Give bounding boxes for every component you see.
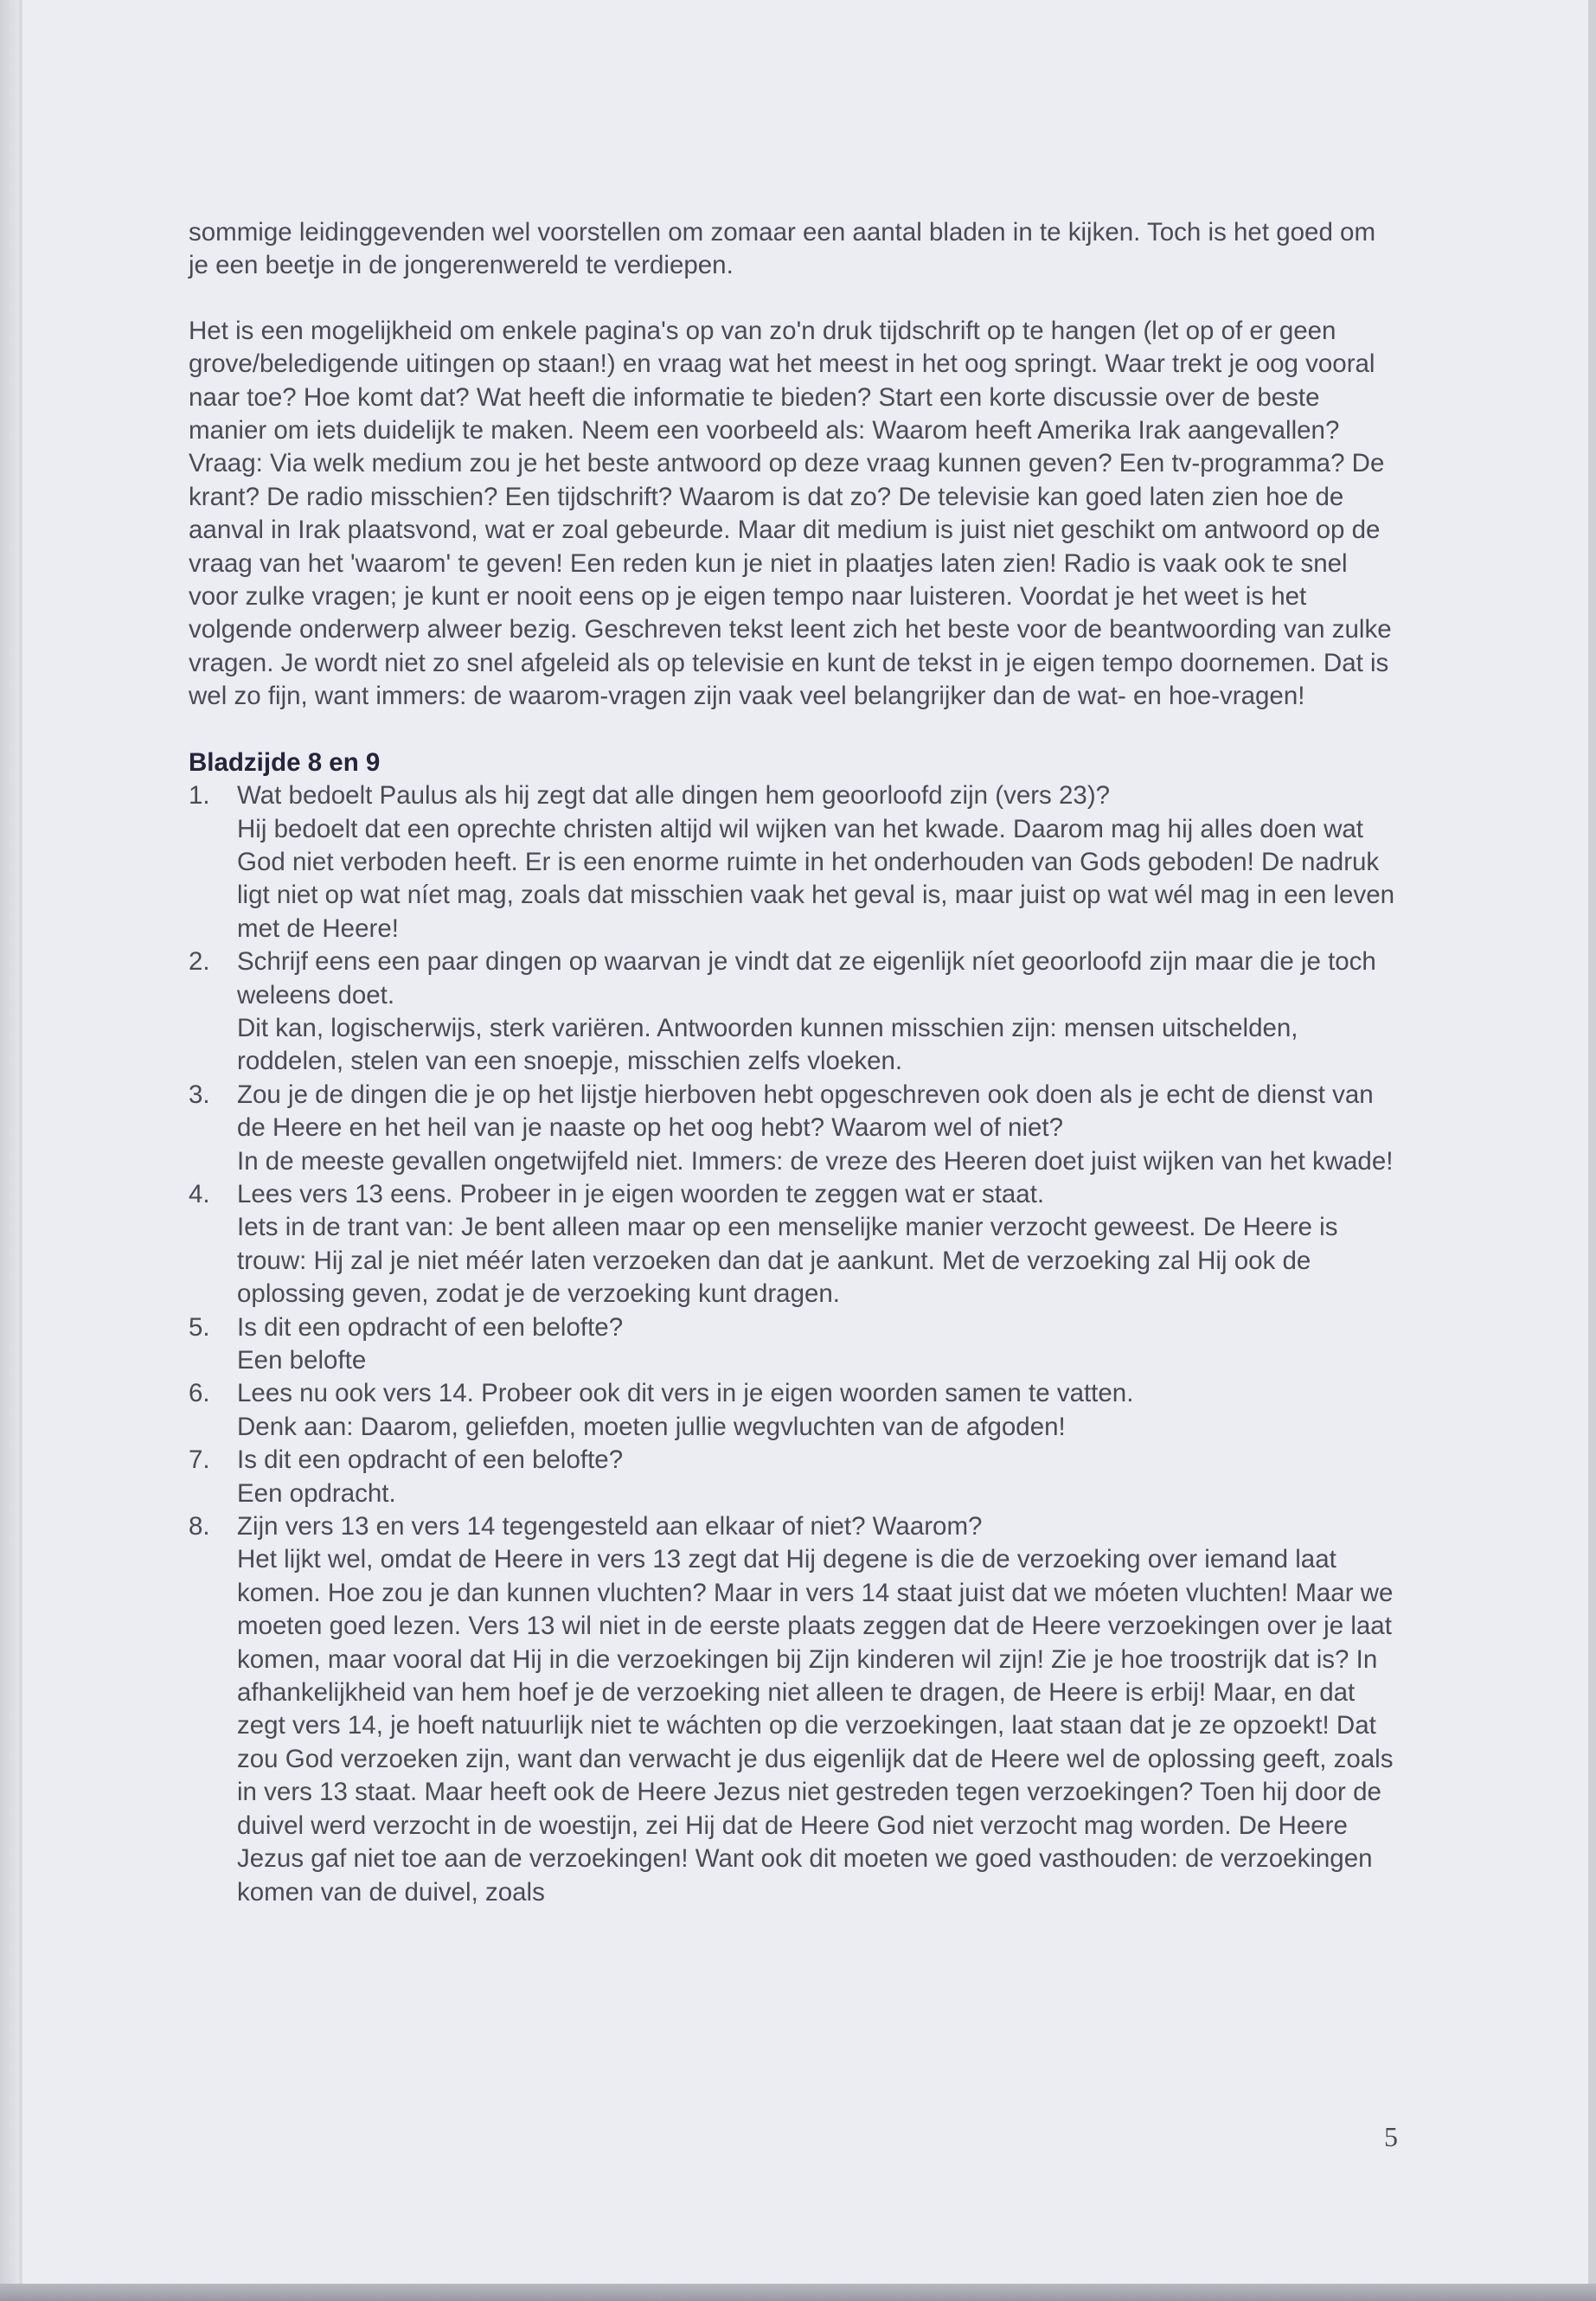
question-number: 6. [189, 1379, 210, 1408]
answer-text: Iets in de trant van: Je bent alleen maar op een menselijke manier verzocht geweest. De Heere is trouw: Hij zal je niet méér laten verzoeken dan dat je aankunt. Met de verzoeking zal Hij ook de oplossing geven, zodat je de verzoeking kunt dragen. [237, 1213, 1338, 1309]
question-item-7 [189, 1444, 1400, 1510]
question-item-1 [189, 779, 1400, 945]
intro-paragraph-1: sommige leidinggevenden wel voorstellen om zomaar een aantal bladen in te kijken. Toch is het goed om je een beetje in de jongerenwereld te verdiepen. [189, 218, 1376, 280]
question-number: 1. [189, 781, 210, 811]
question-number: 5. [189, 1312, 210, 1342]
page-number: 5 [1384, 2121, 1398, 2152]
question-text: Lees nu ook vers 14. Probeer ook dit vers in je eigen woorden samen te vatten. [237, 1379, 1134, 1408]
intro-paragraph-2: Het is een mogelijkheid om enkele pagina's op van zo'n druk tijdschrift op te hangen (let op of er geen grove/beledigende uitingen op staan!) en vraag wat het meest in het oog springt. Waar trekt je oog vooral naar toe? Hoe komt dat? Wat heeft die informatie te bieden? Start een korte discussie over de beste manier om iets duidelijk te maken. Neem een voorbeeld als: Waarom heeft Amerika Irak aangevallen? Vraag: Via welk medium zou je het beste antwoord op deze vraag kunnen geven? Een tv-programma? De krant? De radio misschien? Een tijdschrift? Waarom is dat zo? De televisie kan goed laten zien hoe de aanval in Irak plaatsvond, wat er zoal gebeurde. Maar dit medium is juist niet geschikt om antwoord op de vraag van het 'waarom' te geven! Een reden kun je niet in plaatjes laten zien! Radio is vaak ook te snel voor zulke vragen; je kunt er nooit eens op je eigen tempo naar luisteren. Voordat je het weet is het volgende onderwerp alweer bezig. Geschreven tekst leent zich het beste voor de beantwoording van zulke vragen. Je wordt niet zo snel afgeleid als op televisie en kunt de tekst in je eigen tempo doornemen. Dat is wel zo fijn, want immers: de waarom-vragen zijn vaak veel belangrijker dan de wat- en hoe-vragen! [189, 316, 1392, 711]
question-item-6 [189, 1377, 1400, 1444]
answer-text: Dit kan, logischerwijs, sterk variëren. Antwoorden kunnen misschien zijn: mensen uitschelden, roddelen, stelen van een snoepje, misschien zelfs vloeken. [237, 1013, 1298, 1076]
question-number: 3. [189, 1080, 210, 1109]
page-bottom-edge [0, 2284, 1596, 2301]
question-list [189, 779, 1400, 1909]
question-item-3 [189, 1079, 1400, 1178]
question-text: Schrijf eens een paar dingen op waarvan je vindt dat ze eigenlijk níet geoorloofd zijn maar die je toch weleens doet. [237, 947, 1376, 1009]
question-text: Is dit een opdracht of een belofte? [237, 1312, 624, 1342]
question-number: 2. [189, 947, 210, 977]
answer-text: Een belofte [237, 1346, 367, 1375]
answer-text: Een opdracht. [237, 1478, 396, 1508]
question-number: 7. [189, 1445, 210, 1475]
question-item-4 [189, 1178, 1400, 1311]
question-text: Wat bedoelt Paulus als hij zegt dat alle dingen hem geoorloofd zijn (vers 23)? [237, 781, 1111, 811]
answer-text: Hij bedoelt dat een oprechte christen altijd wil wijken van het kwade. Daarom mag hij alles doen wat God niet verboden heeft. Er is een enorme ruimte in het onderhouden van Gods geboden! De nadruk ligt niet op wat níet mag, zoals dat misschien vaak het geval is, maar juist op wat wél mag in een leven met de Heere! [237, 814, 1395, 943]
page-content [189, 216, 1400, 1909]
question-text: Lees vers 13 eens. Probeer in je eigen woorden te zeggen wat er staat. [237, 1179, 1045, 1208]
question-number: 4. [189, 1179, 210, 1208]
answer-text: In de meeste gevallen ongetwijfeld niet. Immers: de vreze des Heeren doet juist wijken van het kwade! [237, 1146, 1394, 1176]
question-text: Zou je de dingen die je op het lijstje hierboven hebt opgeschreven ook doen als je echt de dienst van de Heere en het heil van je naaste op het oog hebt? Waarom wel of niet? [237, 1080, 1374, 1143]
page-left-edge [0, 0, 19, 2301]
question-item-2 [189, 945, 1400, 1079]
section-heading: Bladzijde 8 en 9 [189, 747, 381, 777]
document-page [19, 0, 1588, 2284]
question-number: 8. [189, 1512, 210, 1541]
question-text: Is dit een opdracht of een belofte? [237, 1445, 624, 1475]
question-text: Zijn vers 13 en vers 14 tegengesteld aan elkaar of niet? Waarom? [237, 1512, 983, 1541]
question-item-5 [189, 1311, 1400, 1378]
question-item-8 [189, 1510, 1400, 1909]
answer-text: Denk aan: Daarom, geliefden, moeten jullie wegvluchten van de afgoden! [237, 1412, 1066, 1441]
answer-text: Het lijkt wel, omdat de Heere in vers 13 zegt dat Hij degene is die de verzoeking over iemand laat komen. Hoe zou je dan kunnen vluchten? Maar in vers 14 staat juist dat we móeten vluchten! Maar we moeten goed lezen. Vers 13 wil niet in de eerste plaats zeggen dat de Heere verzoekingen over je laat komen, maar vooral dat Hij in die verzoekingen bij Zijn kinderen wil zijn! Zie je hoe troostrijk dat is? In afhankelijkheid van hem hoef je de verzoeking niet alleen te dragen, de Heere is erbij! Maar, en dat zegt vers 14, je hoeft natuurlijk niet te wáchten op die verzoekingen, laat staan dat je ze opzoekt! Dat zou God verzoeken zijn, want dan verwacht je dus eigenlijk dat de Heere wel de oplossing geeft, zoals in vers 13 staat. Maar heeft ook de Heere Jezus niet gestreden tegen verzoekingen? Toen hij door de duivel werd verzocht in de woestijn, zei Hij dat de Heere God niet verzocht mag worden. De Heere Jezus gaf niet toe aan de verzoekingen! Want ook dit moeten we goed vasthouden: de verzoekingen komen van de duivel, zoals [237, 1545, 1394, 1907]
